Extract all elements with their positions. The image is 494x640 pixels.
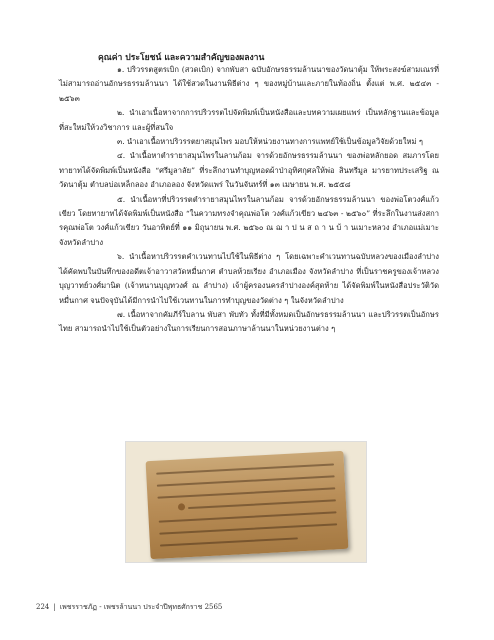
palm-leaf-manuscript-photo: [125, 441, 367, 563]
paragraph-5: ๕. นำเนื้อหาที่ปริวรรตตำรายาสมุนไพรในลานก้อม จารด้วยอักษรธรรมล้านนา ของพ่อโตวงศ์แก้วเขียว โดยทายาทได้จัดพิมพ์เป็นหนังสือ “ในความทรงจำคุณพ่อโต วงศ์แก้วเขียว ๒๔๖๓ - ๒๕๖๐” ที่ระลึกในงานส่งสการคุณพ่อโต วงศ์แก้วเขียว วันอาทิตย์ที่ ๑๑ มิถุนายน พ.ศ. ๒๕๖๐ ณ ฌ า ป น ส ถ า น บ้ า นเมาะหลวง อำเภอแม่เมาะ จังหวัดลำปาง: [59, 194, 439, 247]
publication-title: เพชรราชภัฏ - เพชรล้านนา ประจำปีพุทธศักราช 2565: [59, 603, 223, 611]
paragraph-1: ๑. ปริวรรตสูตรเบิก (สวดเบิก) จากพับสา ฉบับอักษรธรรมล้านนาของวัดนาตุ้ม ให้พระสงฆ์สามเณรที่ไม่สามารถอ่านอักษรธรรมล้านนา ได้ใช้สวดในงานพิธีต่าง ๆ ของหมู่บ้านและภายในท้องถิ่น ตั้งแต่ พ.ศ. ๒๕๔๓ - ๒๕๖๓: [59, 65, 439, 103]
footer-divider: |: [53, 603, 56, 611]
paragraph-7: ๗. เนื้อหาจากคัมภีร์ใบลาน พับสา พับทัว ทั้งที่มีทั้งหมดเป็นอักษรธรรมล้านนา และปริวรรตเป็นอักษรไทย สามารถนำไปใช้เป็นตัวอย่างในการเรียนการสอนภาษาล้านนาในหน่วยงานต่าง ๆ: [59, 309, 439, 334]
section-heading: คุณค่า ประโยชน์ และความสำคัญของผลงาน: [98, 53, 265, 63]
paragraph-3: ๓. นำเอาเนื้อหาปริวรรตยาสมุนไพร มอบให้หน่วยงานทางการแพทย์ใช้เป็นข้อมูลวิจัยด้วยใหม่ ๆ: [117, 137, 423, 147]
palm-leaf-manuscript: [146, 451, 349, 559]
paragraph-4: ๔. นำเนื้อหาตำรายาสมุนไพรในลานก้อม จารด้วยอักษรธรรมล้านนา ของพ่อหลักยอด สมภารโดยทายาทได้จัดพิมพ์เป็นหนังสือ “ศรีมูลาลัย” ที่ระลึกงานทำบุญทอดผ้าป่าอุทิศกุศลให้พ่อ สินทรีมูล มารยาทประเสริฐ ณ วัดนาตุ้ม ตำบลบ่อเหล็กลอง อำเภอลอง จังหวัดแพร่ ในวันจันทร์ที่ ๑๓ เมษายน พ.ศ. ๒๕๕๘: [59, 151, 439, 190]
paragraph-2: ๒. นำเอาเนื้อหาจากการปริวรรตไปจัดพิมพ์เป็นหนังสือและบทความเผยแพร่ เป็นหลักฐานและข้อมูลที่สะใหม่ให้วงวิชาการ และผู้ที่สนใจ: [59, 108, 439, 132]
page-footer: [36, 602, 222, 613]
page-number: 224: [36, 603, 50, 611]
paragraph-6: ๖. นำเนื้อหาปริวรรตคำเวนทานไปใช้ในพิธีต่าง ๆ โดยเฉพาะคำเวนทานฉบับหลวงของเมืองลำปาง ได้คัดพบในบันทึกของอดีตเจ้าอาวาสวัดหมื่นกาศ ตำบลห้วยเรียง อำเภอเมือง จังหวัดลำปาง ที่เป็นราชครูของเจ้าหลวงบุญวาทย์วงศ์มานิต (เจ้าหนานบุญทวงศ์ ณ ลำปาง) เจ้าผู้ครองนครลำปางองค์สุดท้าย ได้จัดพิมพ์ในหนังสือประวัติวัดหมื่นกาศ จนปัจจุบันได้มีการนำไปใช้เวนทานในการทำบุญของวัดต่าง ๆ ในจังหวัดลำปาง: [59, 252, 439, 305]
body-text: [59, 63, 439, 337]
